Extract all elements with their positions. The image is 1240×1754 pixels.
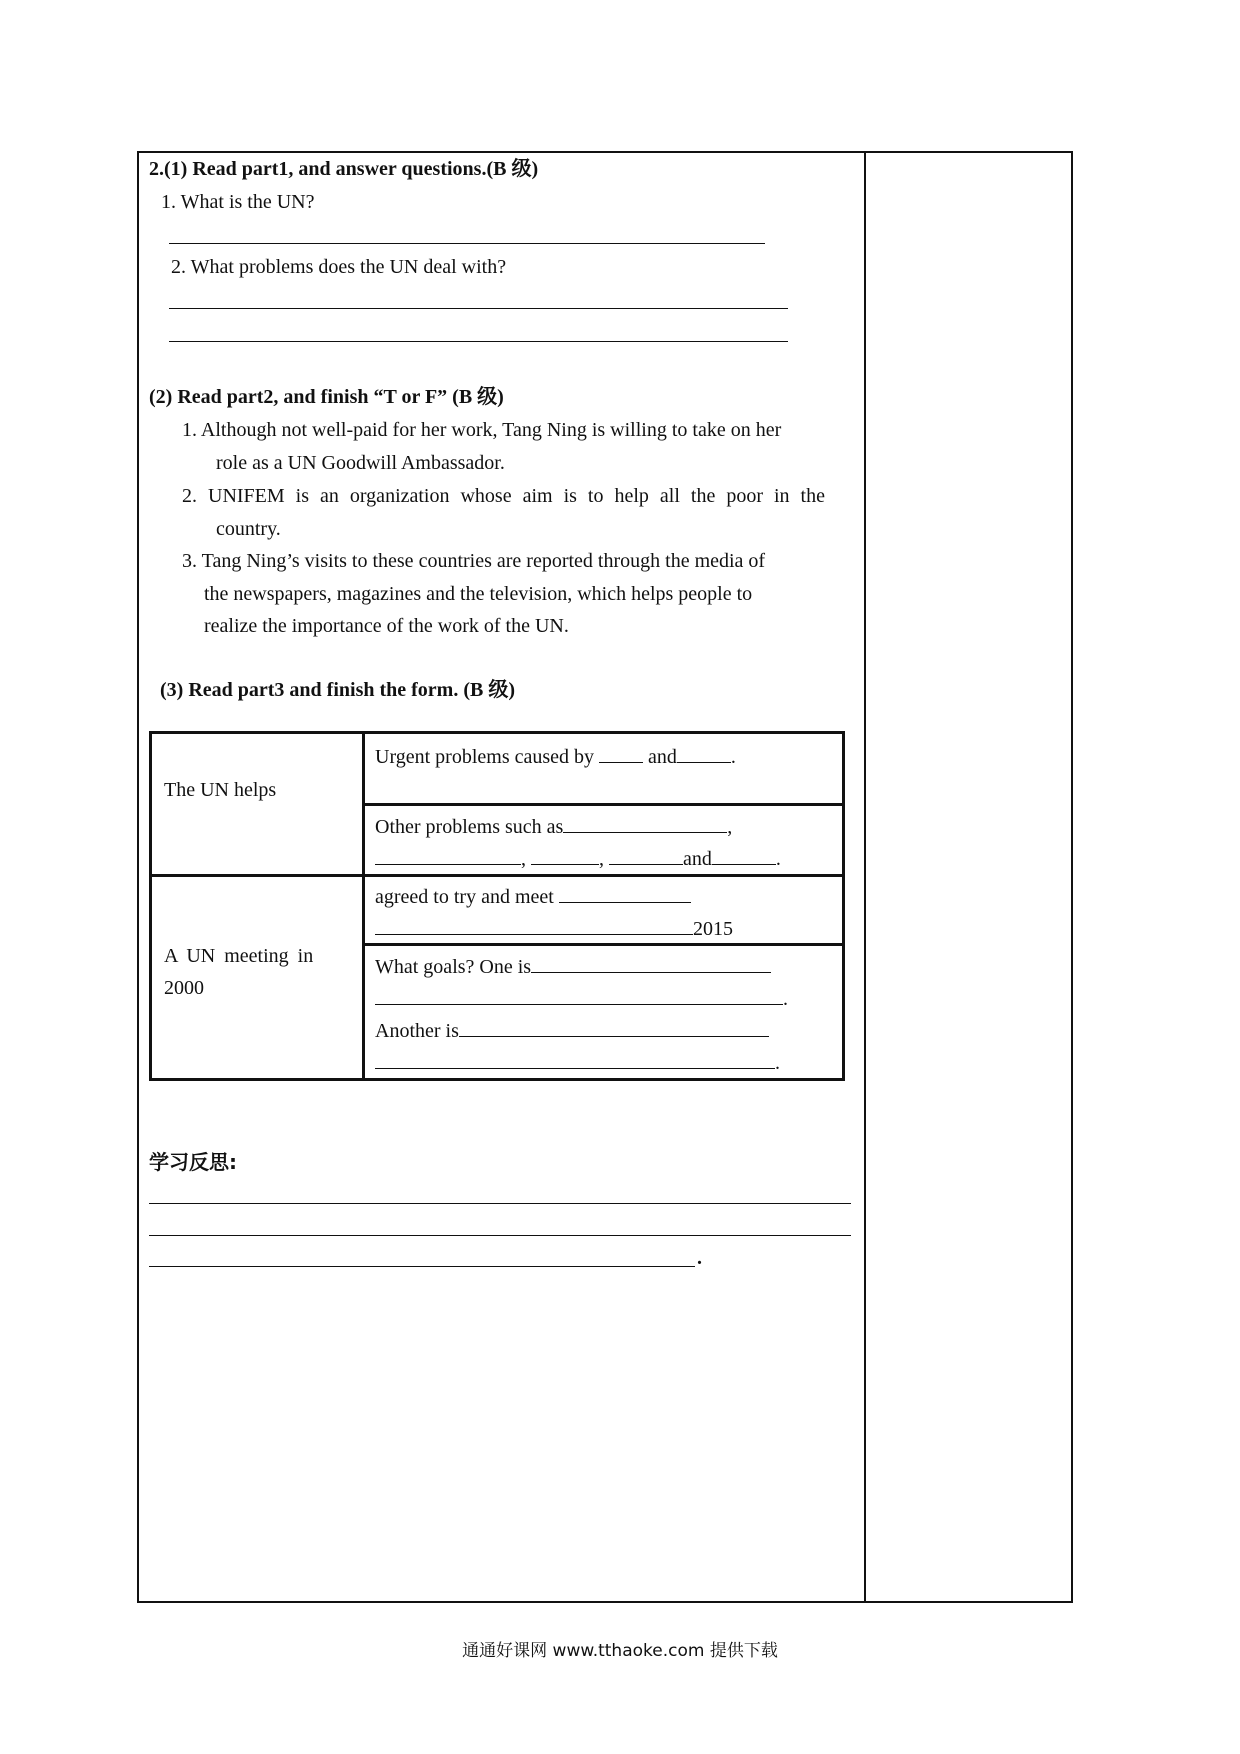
blank-goal-6[interactable] — [375, 1050, 775, 1069]
reflection-line-2[interactable] — [149, 1235, 851, 1236]
answer-line-1[interactable] — [169, 243, 765, 244]
blank-problem-1[interactable] — [563, 814, 727, 833]
blank-problem-2[interactable] — [375, 846, 521, 865]
section2-heading: (2) Read part2, and finish “T or F” (B 级) — [149, 386, 504, 408]
row1b-and: and — [683, 848, 712, 870]
footer-credit: 通通好课网 www.tthaoke.com 提供下载 — [462, 1641, 778, 1661]
row2a-year: 2015 — [693, 918, 733, 940]
question-2: 2. What problems does the UN deal with? — [171, 256, 507, 278]
blank-goal-5[interactable] — [459, 1018, 769, 1037]
section1-heading: 2.(1) Read part1, and answer questions.(B 级) — [149, 158, 539, 180]
statement-3-line-1: 3. Tang Ning’s visits to these countries are reported through the media of — [182, 550, 766, 572]
row2-label-line2: 2000 — [164, 977, 204, 999]
row1a-and: and — [648, 746, 677, 768]
row2-label-line1: A UN meeting in — [164, 945, 314, 967]
reflection-period: . — [697, 1247, 702, 1269]
blank-goal-1[interactable] — [559, 884, 691, 903]
row2a-text: agreed to try and meet — [375, 886, 554, 908]
row2b-cell-line4: . — [375, 1048, 780, 1078]
statement-2-line-2: country. — [216, 518, 281, 540]
row2b-cell — [375, 952, 771, 982]
row1a-text: Urgent problems caused by — [375, 746, 595, 768]
statement-3-line-3: realize the importance of the work of the UN. — [204, 615, 569, 637]
row1b-text: Other problems such as — [375, 816, 564, 838]
row2b-cell-line3 — [375, 1016, 769, 1046]
answer-line-2a[interactable] — [169, 308, 788, 309]
blank-cause-1[interactable] — [599, 744, 643, 763]
column-divider — [864, 151, 866, 1603]
fill-in-form — [149, 731, 845, 1081]
answer-line-2b[interactable] — [169, 341, 788, 342]
statement-3-line-2: the newspapers, magazines and the television, which helps people to — [204, 583, 753, 605]
blank-problem-5[interactable] — [712, 846, 776, 865]
blank-goal-3[interactable] — [531, 954, 771, 973]
reflection-line-1[interactable] — [149, 1203, 851, 1204]
reflection-heading: 学习反思: — [149, 1150, 237, 1174]
row1-label: The UN helps — [164, 779, 277, 801]
row2a-cell — [375, 882, 691, 912]
row2a-cell-line2 — [375, 914, 733, 944]
reflection-line-3[interactable] — [149, 1266, 695, 1267]
blank-problem-3[interactable] — [531, 846, 599, 865]
statement-1-line-2: role as a UN Goodwill Ambassador. — [216, 452, 505, 474]
blank-goal-4[interactable] — [375, 986, 783, 1005]
blank-cause-2[interactable] — [677, 744, 731, 763]
statement-1-line-1: 1. Although not well-paid for her work, Tang Ning is willing to take on her — [182, 419, 782, 441]
section3-heading: (3) Read part3 and finish the form. (B 级) — [160, 679, 515, 701]
row2b-question: What goals? One is — [375, 956, 532, 978]
row2b-another: Another is — [375, 1020, 459, 1042]
row2b-cell-line2: . — [375, 984, 788, 1014]
blank-problem-4[interactable] — [609, 846, 683, 865]
question-1: 1. What is the UN? — [161, 191, 315, 213]
blank-goal-2[interactable] — [375, 916, 693, 935]
row1b-cell: Other problems such as , — [375, 816, 733, 838]
statement-2-line-1: 2. UNIFEM is an organization whose aim is to help all the poor in the — [182, 485, 825, 507]
row1a-cell: Urgent problems caused by and . — [375, 746, 736, 768]
row1b-cell-line2: , , and . — [375, 844, 781, 874]
